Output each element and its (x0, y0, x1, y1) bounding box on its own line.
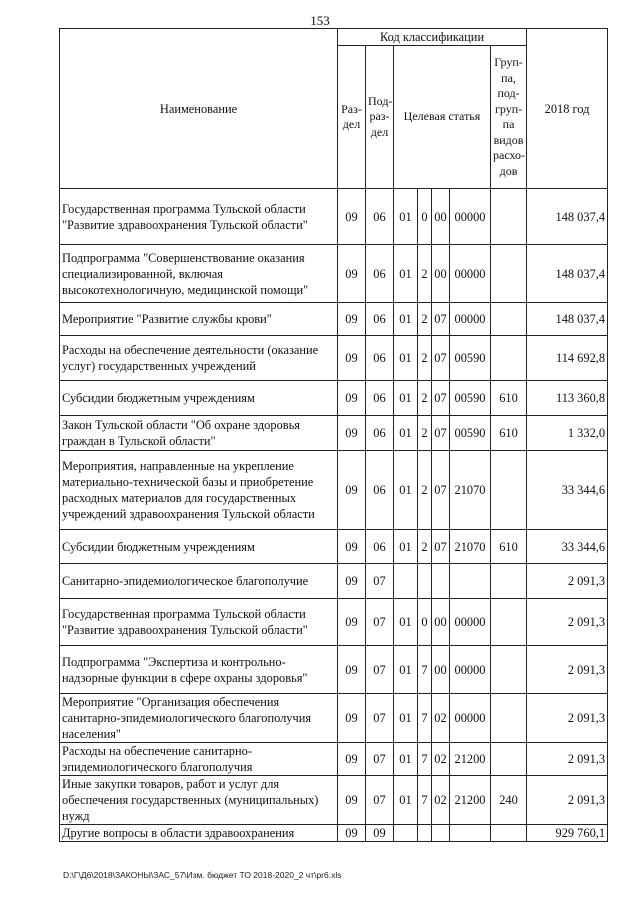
row-t2 (418, 564, 432, 599)
row-t4: 00000 (450, 245, 491, 303)
row-t3: 07 (432, 303, 450, 336)
row-podrazdel: 06 (366, 530, 394, 564)
row-t3 (432, 564, 450, 599)
table-row (60, 694, 608, 743)
header-code: Код классификации (338, 29, 527, 46)
row-t3: 00 (432, 245, 450, 303)
footer-path: D:\Г\Д6\2018\ЗАКОНЫ\ЗАС_57\Изм. бюджет ТО 2018-2020_2 чт\pr6.xls (63, 870, 342, 880)
row-t4 (450, 564, 491, 599)
row-t3: 07 (432, 381, 450, 416)
row-razdel: 09 (338, 245, 366, 303)
row-podrazdel: 06 (366, 303, 394, 336)
row-amount: 2 091,3 (527, 599, 608, 646)
row-razdel: 09 (338, 303, 366, 336)
row-t2: 7 (418, 646, 432, 694)
header-razdel: Раз- дел (338, 46, 366, 189)
row-name: Расходы на обеспечение деятельности (оказание услуг) государственных учреждений (60, 336, 338, 381)
row-group (491, 451, 527, 530)
row-t3: 00 (432, 189, 450, 245)
row-t3: 00 (432, 646, 450, 694)
row-t1: 01 (394, 336, 418, 381)
row-t4: 00000 (450, 694, 491, 743)
row-name: Мероприятие "Развитие службы крови" (60, 303, 338, 336)
row-t3 (432, 825, 450, 842)
row-podrazdel: 09 (366, 825, 394, 842)
row-group (491, 564, 527, 599)
row-razdel: 09 (338, 336, 366, 381)
row-razdel: 09 (338, 776, 366, 825)
row-t2: 2 (418, 530, 432, 564)
row-razdel: 09 (338, 189, 366, 245)
header-name: Наименование (60, 29, 338, 189)
row-t1: 01 (394, 245, 418, 303)
row-t2: 7 (418, 743, 432, 776)
row-podrazdel: 06 (366, 189, 394, 245)
row-podrazdel: 07 (366, 564, 394, 599)
table-row (60, 381, 608, 416)
row-t2: 2 (418, 336, 432, 381)
row-t1 (394, 564, 418, 599)
row-t2: 7 (418, 776, 432, 825)
row-group (491, 694, 527, 743)
header-year: 2018 год (527, 29, 608, 189)
row-t4: 21200 (450, 743, 491, 776)
row-t4 (450, 825, 491, 842)
row-name: Субсидии бюджетным учреждениям (60, 381, 338, 416)
row-name: Подпрограмма "Совершенствование оказания специализированной, включая высокотехнологичную, медицинской помощи" (60, 245, 338, 303)
row-group (491, 646, 527, 694)
row-group: 240 (491, 776, 527, 825)
row-name: Расходы на обеспечение санитарно-эпидемиологического благополучия (60, 743, 338, 776)
row-name: Иные закупки товаров, работ и услуг для обеспечения государственных (муниципальных) нужд (60, 776, 338, 825)
table-row (60, 336, 608, 381)
row-t2: 2 (418, 451, 432, 530)
row-name: Закон Тульской области "Об охране здоровья граждан в Тульской области" (60, 416, 338, 451)
row-t1: 01 (394, 451, 418, 530)
row-amount: 2 091,3 (527, 564, 608, 599)
table-row (60, 189, 608, 245)
row-t2: 2 (418, 381, 432, 416)
table-row (60, 564, 608, 599)
row-name: Подпрограмма "Экспертиза и контрольно-надзорные функции в сфере охраны здоровья" (60, 646, 338, 694)
row-t2: 2 (418, 416, 432, 451)
row-group: 610 (491, 416, 527, 451)
row-t3: 02 (432, 694, 450, 743)
row-t4: 00000 (450, 303, 491, 336)
row-group (491, 825, 527, 842)
row-t4: 21070 (450, 530, 491, 564)
row-t1: 01 (394, 303, 418, 336)
row-group (491, 599, 527, 646)
header-target: Целевая статья (394, 46, 491, 189)
row-t1: 01 (394, 646, 418, 694)
row-razdel: 09 (338, 694, 366, 743)
row-podrazdel: 06 (366, 336, 394, 381)
row-amount: 33 344,6 (527, 451, 608, 530)
row-t3: 07 (432, 451, 450, 530)
table-row (60, 303, 608, 336)
row-t4: 00590 (450, 416, 491, 451)
header-podrazdel: Под- раз- дел (366, 46, 394, 189)
row-t1: 01 (394, 694, 418, 743)
row-t1: 01 (394, 743, 418, 776)
row-amount: 148 037,4 (527, 189, 608, 245)
row-name: Другие вопросы в области здравоохранения (60, 825, 338, 842)
row-podrazdel: 07 (366, 694, 394, 743)
header-group: Груп- па, под- груп- па видов расхо- дов (491, 46, 527, 189)
row-razdel: 09 (338, 599, 366, 646)
row-amount: 113 360,8 (527, 381, 608, 416)
row-amount: 929 760,1 (527, 825, 608, 842)
row-amount: 1 332,0 (527, 416, 608, 451)
row-t1: 01 (394, 530, 418, 564)
row-t3: 07 (432, 530, 450, 564)
row-t4: 00000 (450, 599, 491, 646)
row-podrazdel: 07 (366, 599, 394, 646)
row-t4: 00000 (450, 646, 491, 694)
row-t1: 01 (394, 189, 418, 245)
row-t2: 0 (418, 189, 432, 245)
row-group: 610 (491, 530, 527, 564)
row-amount: 2 091,3 (527, 776, 608, 825)
row-t4: 21200 (450, 776, 491, 825)
row-t2 (418, 825, 432, 842)
row-t3: 07 (432, 416, 450, 451)
table-row (60, 825, 608, 842)
row-podrazdel: 07 (366, 646, 394, 694)
row-t1: 01 (394, 416, 418, 451)
row-razdel: 09 (338, 646, 366, 694)
row-razdel: 09 (338, 743, 366, 776)
table-row (60, 530, 608, 564)
row-amount: 148 037,4 (527, 245, 608, 303)
row-t3: 07 (432, 336, 450, 381)
row-group (491, 336, 527, 381)
row-amount: 2 091,3 (527, 694, 608, 743)
row-name: Субсидии бюджетным учреждениям (60, 530, 338, 564)
row-name: Мероприятие "Организация обеспечения санитарно-эпидемиологического благополучия населения" (60, 694, 338, 743)
row-razdel: 09 (338, 825, 366, 842)
row-t1: 01 (394, 381, 418, 416)
row-t3: 00 (432, 599, 450, 646)
row-t2: 0 (418, 599, 432, 646)
row-amount: 2 091,3 (527, 646, 608, 694)
row-name: Санитарно-эпидемиологическое благополучие (60, 564, 338, 599)
row-t2: 2 (418, 245, 432, 303)
budget-table (59, 28, 608, 842)
table-row (60, 245, 608, 303)
row-group: 610 (491, 381, 527, 416)
row-t3: 02 (432, 776, 450, 825)
row-podrazdel: 06 (366, 245, 394, 303)
row-group (491, 303, 527, 336)
table-row (60, 743, 608, 776)
row-name: Государственная программа Тульской области "Развитие здравоохранения Тульской области" (60, 189, 338, 245)
row-name: Государственная программа Тульской области "Развитие здравоохранения Тульской области" (60, 599, 338, 646)
row-razdel: 09 (338, 451, 366, 530)
row-razdel: 09 (338, 381, 366, 416)
table-row (60, 599, 608, 646)
page-number: 153 (310, 13, 330, 28)
table-row (60, 776, 608, 825)
row-t4: 00590 (450, 336, 491, 381)
row-podrazdel: 06 (366, 451, 394, 530)
row-podrazdel: 07 (366, 776, 394, 825)
row-t4: 21070 (450, 451, 491, 530)
row-amount: 2 091,3 (527, 743, 608, 776)
row-razdel: 09 (338, 416, 366, 451)
row-podrazdel: 07 (366, 743, 394, 776)
row-t1: 01 (394, 599, 418, 646)
row-group (491, 743, 527, 776)
row-t1 (394, 825, 418, 842)
table-body (60, 189, 608, 842)
table-row (60, 451, 608, 530)
row-t4: 00590 (450, 381, 491, 416)
row-amount: 114 692,8 (527, 336, 608, 381)
row-amount: 148 037,4 (527, 303, 608, 336)
table-row (60, 416, 608, 451)
row-razdel: 09 (338, 530, 366, 564)
row-t1: 01 (394, 776, 418, 825)
row-amount: 33 344,6 (527, 530, 608, 564)
row-name: Мероприятия, направленные на укрепление материально-технической базы и приобретение расходных материалов для государственных учреждений здравоохранения Тульской области (60, 451, 338, 530)
row-t4: 00000 (450, 189, 491, 245)
row-group (491, 245, 527, 303)
row-podrazdel: 06 (366, 381, 394, 416)
row-t3: 02 (432, 743, 450, 776)
table-row (60, 646, 608, 694)
row-t2: 7 (418, 694, 432, 743)
row-t2: 2 (418, 303, 432, 336)
row-razdel: 09 (338, 564, 366, 599)
row-group (491, 189, 527, 245)
row-podrazdel: 06 (366, 416, 394, 451)
